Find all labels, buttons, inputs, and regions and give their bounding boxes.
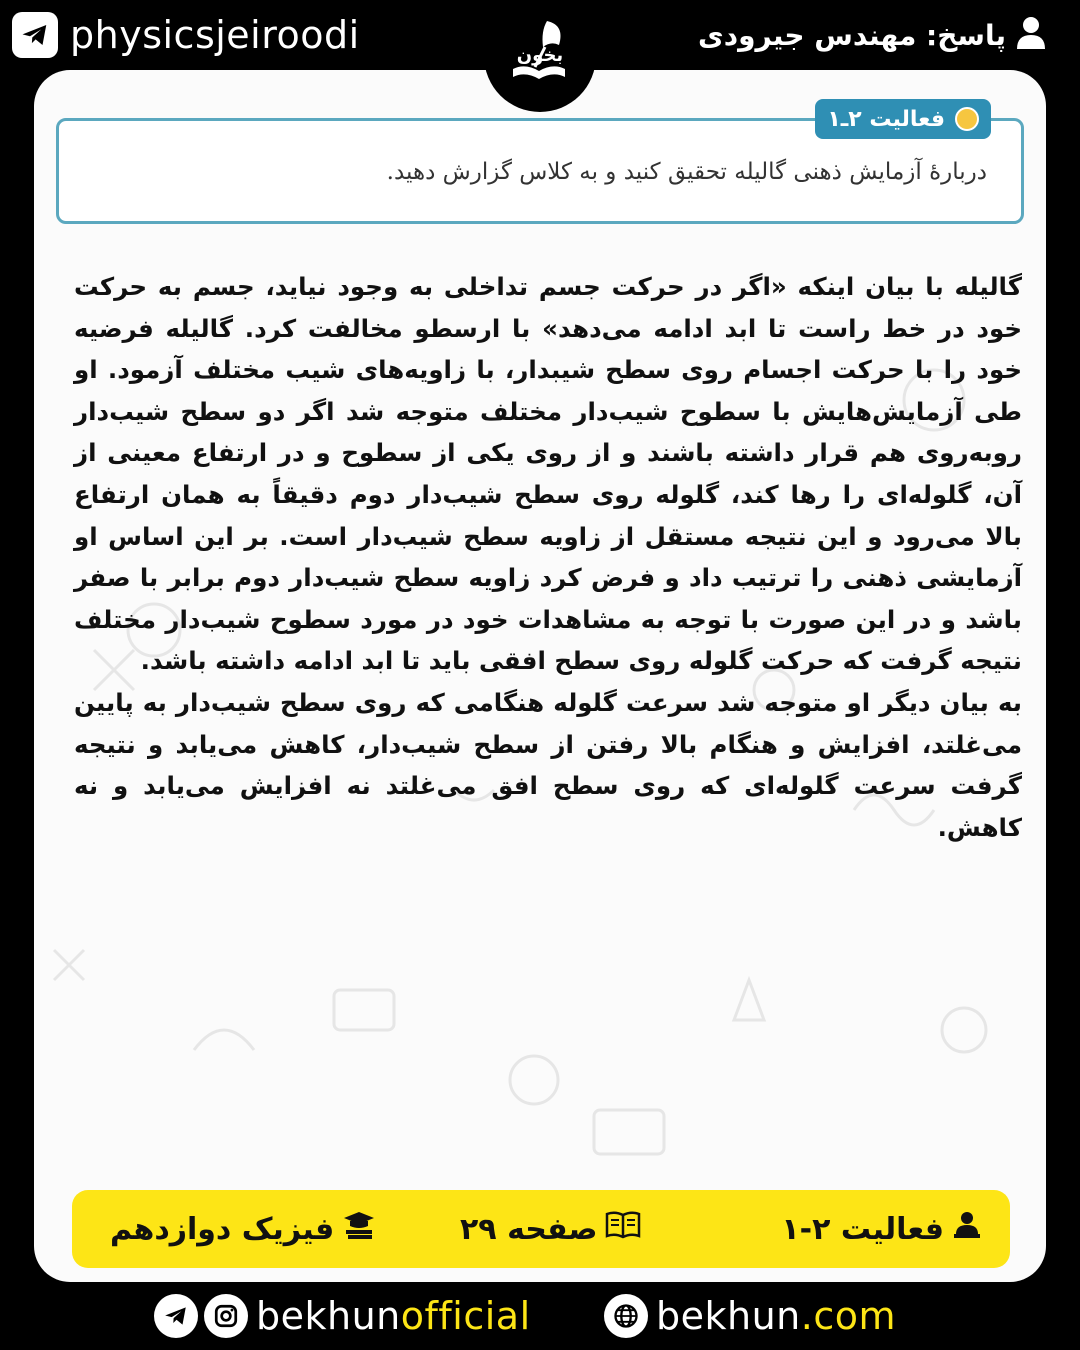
activity-tag — [815, 99, 991, 139]
content-card — [34, 70, 1046, 1282]
footer-book-label: فیزیک دوازدهم — [110, 1211, 335, 1247]
footer-activity — [781, 1190, 982, 1268]
footer-page-label: صفحه ۲۹ — [460, 1211, 598, 1247]
social-handle[interactable] — [256, 1290, 531, 1342]
telegram-icon[interactable] — [154, 1294, 198, 1338]
bottom-bar — [0, 1290, 1080, 1350]
globe-icon — [604, 1294, 648, 1338]
answer-text — [74, 266, 1022, 848]
activity-box — [56, 106, 1024, 224]
activity-tag-label: فعالیت ۲ـ۱ — [827, 106, 945, 132]
top-handle-group[interactable] — [12, 10, 360, 60]
social-handle-prefix: bekhun — [256, 1294, 401, 1338]
answer-paragraph-2: به بیان دیگر او متوجه شد سرعت گلوله هنگامی که روی سطح شیب‌دار به پایین می‌غلتد، افزایش و هنگام بالا رفتن از سطح شیب‌دار، کاهش می‌یابد و نتیجه گرفت سرعت گلوله‌ای که روی سطح افق می‌غلتد نه افزایش می‌یابد و نه کاهش. — [74, 687, 1022, 842]
open-book-icon — [605, 1210, 641, 1248]
telegram-icon — [12, 12, 58, 58]
answer-paragraph-1: گالیله با بیان اینکه «اگر در حرکت جسم تداخلی به وجود نیاید، جسم به حرکت خود در خط راست تا ابد ادامه می‌دهد» با ارسطو مخالفت کرد. گالیله فرضیه خود را با حرکت اجسام روی سطح شیبدار، با زاویه‌های شیب مختلف آزمود. او طی آزمایش‌هایش با سطوح شیب‌دار مختلف متوجه شد اگر دو سطح شیب‌دار روبه‌روی هم قرار داشته باشند و از روی یکی از سطوح و در ارتفاع معینی از آن، گلوله‌ای را رها کند، گلوله روی سطح شیب‌دار دوم دقیقاً به همان ارتفاع بالا می‌رود و این نتیجه مستقل از زاویه سطح شیب‌دار است. بر این اساس او آزمایشی ذهنی را ترتیب داد و فرض کرد زاویه سطح شیب‌دار دوم برابر با صفر باشد و در این صورت با توجه به مشاهدات خود در مورد سطوح شیب‌دار مختلف نتیجه گرفت که حرکت گلوله روی سطح افقی باید تا ابد ادامه داشته باشد. — [74, 272, 1022, 676]
footer-info-bar — [72, 1190, 1010, 1268]
footer-page — [460, 1190, 641, 1268]
footer-activity-label: فعالیت ۲-۱ — [781, 1211, 944, 1247]
bullet-dot-icon — [955, 107, 979, 131]
user-icon — [1016, 16, 1046, 54]
instagram-icon[interactable] — [204, 1294, 248, 1338]
quill-book-icon — [495, 11, 585, 101]
answer-credit — [698, 12, 1046, 58]
channel-handle: physicsjeiroodi — [70, 13, 360, 57]
graduation-books-icon — [342, 1210, 376, 1248]
activity-question: دربارهٔ آزمایش ذهنی گالیله تحقیق کنید و به کلاس گزارش دهید. — [386, 159, 987, 185]
footer-book — [110, 1190, 376, 1268]
logo-text: بخون — [516, 45, 564, 66]
credit-text: پاسخ: مهندس جیرودی — [698, 18, 1006, 52]
teacher-icon — [952, 1210, 982, 1248]
bekhun-logo — [484, 0, 596, 112]
website-suffix: .com — [800, 1294, 897, 1338]
social-handle-suffix: official — [400, 1294, 531, 1338]
website-link[interactable] — [656, 1290, 896, 1342]
website-prefix: bekhun — [656, 1294, 801, 1338]
